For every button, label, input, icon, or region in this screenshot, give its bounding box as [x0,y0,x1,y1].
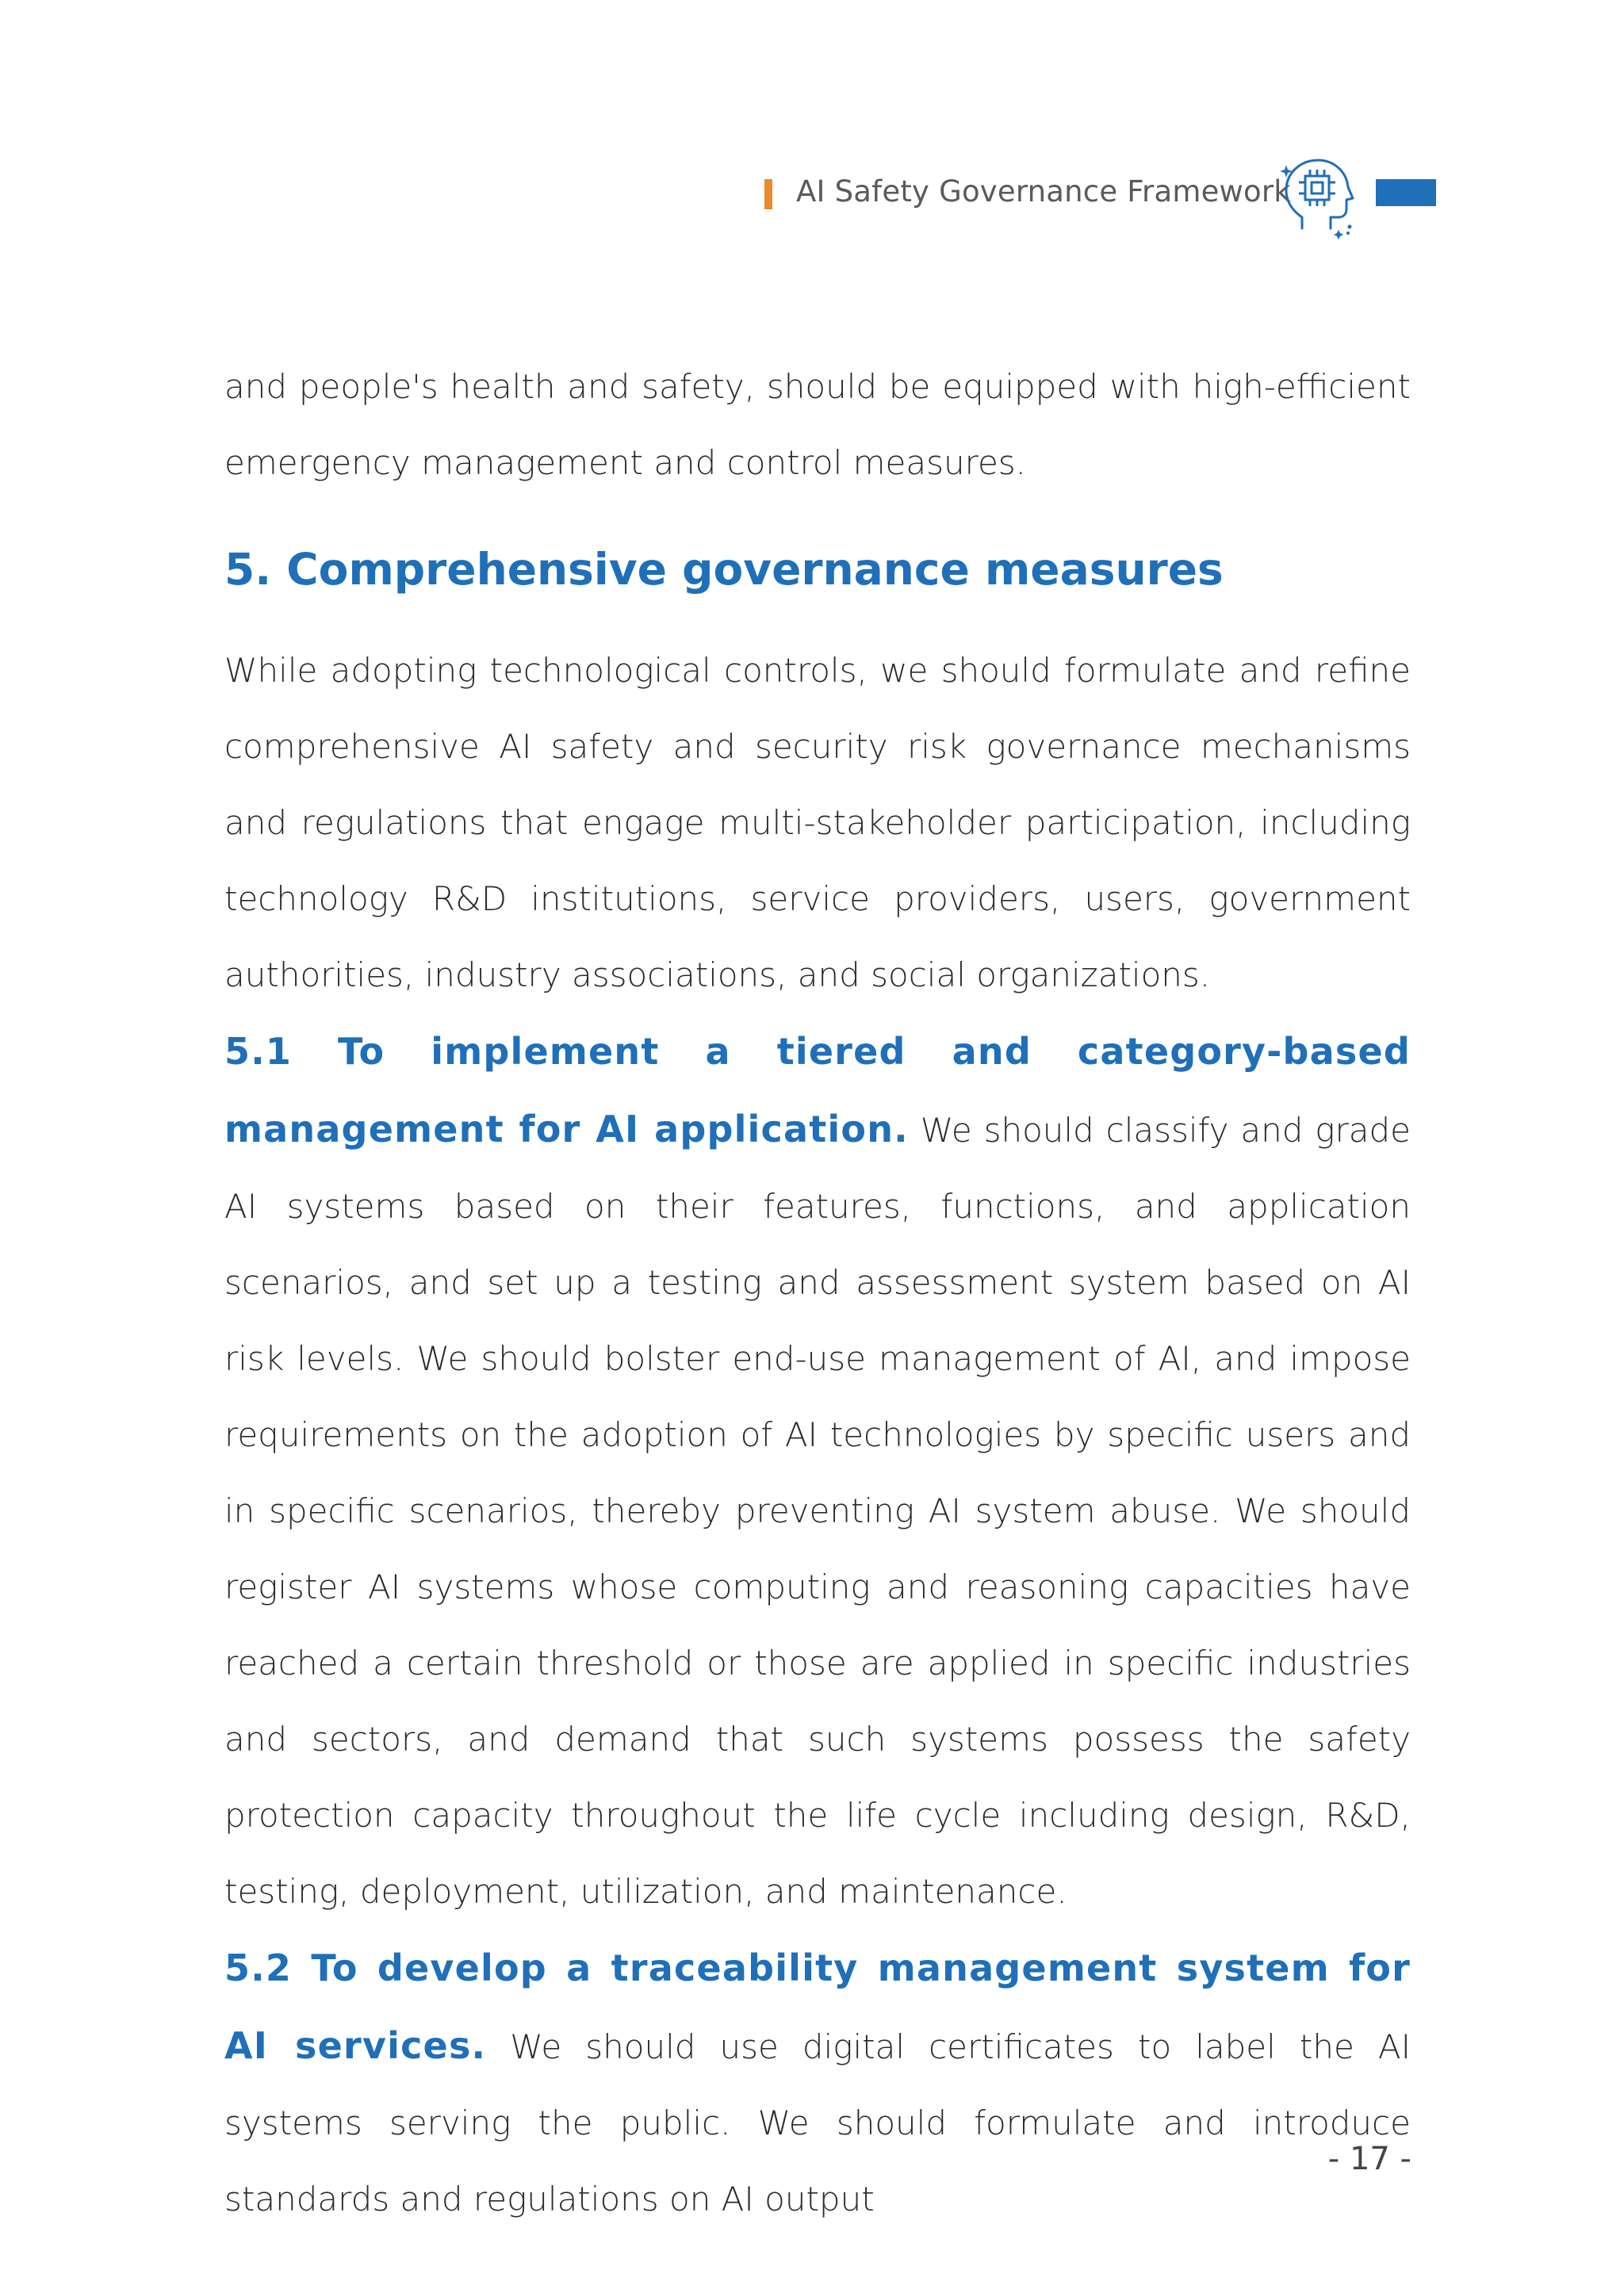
subsection-5-1 [224,1013,1411,1930]
section-heading: 5. Comprehensive governance measures [224,544,1224,595]
subsection-5-1-heading: 5.1 To implement a tiered and category-based management for AI application. [224,1030,1411,1150]
page-header [0,151,1624,246]
page-number: - 17 - [1327,2141,1411,2177]
subsection-5-2-heading: 5.2 To develop a traceability management system for AI services. [224,1947,1411,2067]
subsection-5-2-text: We should use digital certificates to label the AI systems serving the public. We should formulate and introduce standards and regulations on AI output [224,2027,1411,2218]
subsection-5-1-text: We should classify and grade AI systems based on their features, functions, and application scenarios, and set up a testing and assessment system based on AI risk levels. We should bolster end-use management of AI, and impose requirements on the adoption of AI technologies by specific users and in specific scenarios, thereby preventing AI system abuse. We should register AI systems whose computing and reasoning capacities have reached a certain threshold or those are applied in specific industries and sectors, and demand that such systems possess the safety protection capacity throughout the life cycle including design, R&D, testing, deployment, utilization, and maintenance. [224,1111,1411,1911]
intro-continuation-paragraph: and people's health and safety, should be equipped with high-efficient emergency management and control measures. [224,367,1411,482]
subsection-5-2 [224,1930,1411,2237]
header-brand-bar [1376,179,1436,206]
page-content [224,349,1411,2237]
header-title: AI Safety Governance Framework [796,174,1291,209]
ai-head-chip-icon [1278,151,1354,239]
section-paragraph: While adopting technological controls, we should formulate and refine comprehensive AI safety and security risk governance mechanisms and regulations that engage multi-stakeholder participation, including technology R&D institutions, service providers, users, government authorities, industry associations, and social organizations. [224,651,1411,994]
header-accent-bar [764,179,772,209]
